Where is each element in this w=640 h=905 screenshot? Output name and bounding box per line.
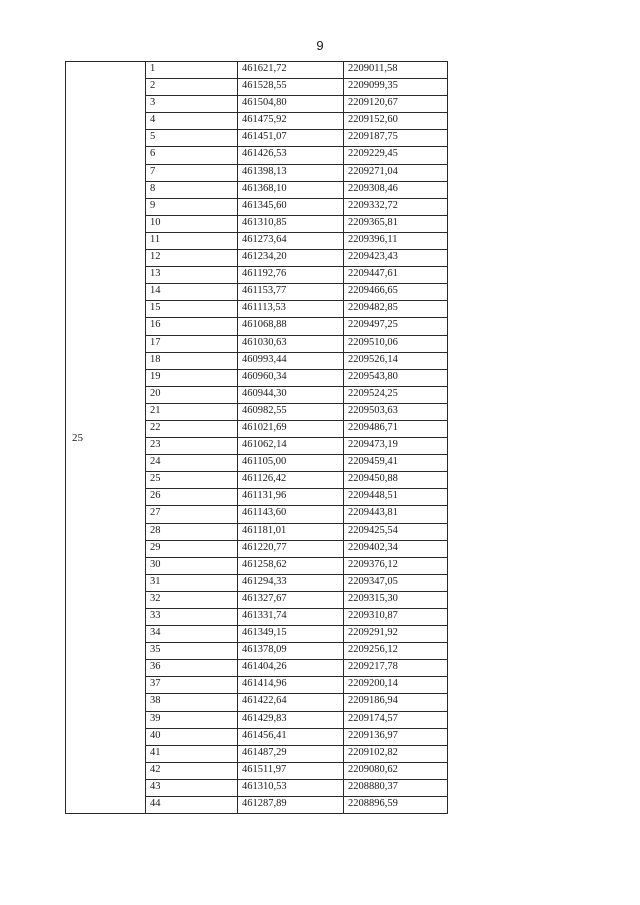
x-coordinate-cell: 461105,00	[238, 455, 344, 472]
point-number-cell: 20	[146, 386, 238, 403]
y-coordinate-cell: 2209510,06	[344, 335, 448, 352]
x-coordinate-cell: 461621,72	[238, 62, 344, 79]
x-coordinate-cell: 461062,14	[238, 438, 344, 455]
point-number-cell: 7	[146, 164, 238, 181]
x-coordinate-cell: 461310,85	[238, 215, 344, 232]
y-coordinate-cell: 2209365,81	[344, 215, 448, 232]
y-coordinate-cell: 2209152,60	[344, 113, 448, 130]
y-coordinate-cell: 2209473,19	[344, 438, 448, 455]
y-coordinate-cell: 2209376,12	[344, 557, 448, 574]
point-number-cell: 22	[146, 420, 238, 437]
point-number-cell: 38	[146, 694, 238, 711]
point-number-cell: 12	[146, 250, 238, 267]
y-coordinate-cell: 2209099,35	[344, 79, 448, 96]
y-coordinate-cell: 2209186,94	[344, 694, 448, 711]
point-number-cell: 34	[146, 626, 238, 643]
point-number-cell: 33	[146, 609, 238, 626]
point-number-cell: 11	[146, 232, 238, 249]
x-coordinate-cell: 461143,60	[238, 506, 344, 523]
point-number-cell: 23	[146, 438, 238, 455]
point-number-cell: 29	[146, 540, 238, 557]
point-number-cell: 15	[146, 301, 238, 318]
point-number-cell: 32	[146, 591, 238, 608]
y-coordinate-cell: 2209443,81	[344, 506, 448, 523]
point-number-cell: 16	[146, 318, 238, 335]
x-coordinate-cell: 461192,76	[238, 267, 344, 284]
x-coordinate-cell: 461504,80	[238, 96, 344, 113]
x-coordinate-cell: 461294,33	[238, 574, 344, 591]
x-coordinate-cell: 461327,67	[238, 591, 344, 608]
y-coordinate-cell: 2209543,80	[344, 369, 448, 386]
plot-number-cell: 25	[66, 62, 146, 814]
point-number-cell: 35	[146, 643, 238, 660]
y-coordinate-cell: 2208880,37	[344, 779, 448, 796]
y-coordinate-cell: 2209200,14	[344, 677, 448, 694]
point-number-cell: 39	[146, 711, 238, 728]
point-number-cell: 18	[146, 352, 238, 369]
y-coordinate-cell: 2209308,46	[344, 181, 448, 198]
y-coordinate-cell: 2209120,67	[344, 96, 448, 113]
table-row	[66, 62, 448, 79]
point-number-cell: 14	[146, 284, 238, 301]
x-coordinate-cell: 461310,53	[238, 779, 344, 796]
point-number-cell: 40	[146, 728, 238, 745]
coordinates-table	[65, 61, 448, 814]
y-coordinate-cell: 2209396,11	[344, 232, 448, 249]
x-coordinate-cell: 461475,92	[238, 113, 344, 130]
point-number-cell: 10	[146, 215, 238, 232]
x-coordinate-cell: 461398,13	[238, 164, 344, 181]
x-coordinate-cell: 461030,63	[238, 335, 344, 352]
y-coordinate-cell: 2209425,54	[344, 523, 448, 540]
point-number-cell: 44	[146, 797, 238, 814]
y-coordinate-cell: 2209486,71	[344, 420, 448, 437]
x-coordinate-cell: 461331,74	[238, 609, 344, 626]
point-number-cell: 24	[146, 455, 238, 472]
point-number-cell: 3	[146, 96, 238, 113]
point-number-cell: 25	[146, 472, 238, 489]
point-number-cell: 2	[146, 79, 238, 96]
x-coordinate-cell: 461345,60	[238, 198, 344, 215]
y-coordinate-cell: 2209291,92	[344, 626, 448, 643]
y-coordinate-cell: 2209402,34	[344, 540, 448, 557]
x-coordinate-cell: 461368,10	[238, 181, 344, 198]
y-coordinate-cell: 2209524,25	[344, 386, 448, 403]
point-number-cell: 42	[146, 762, 238, 779]
x-coordinate-cell: 460982,55	[238, 403, 344, 420]
y-coordinate-cell: 2209497,25	[344, 318, 448, 335]
y-coordinate-cell: 2209229,45	[344, 147, 448, 164]
y-coordinate-cell: 2209256,12	[344, 643, 448, 660]
y-coordinate-cell: 2209450,88	[344, 472, 448, 489]
x-coordinate-cell: 461126,42	[238, 472, 344, 489]
y-coordinate-cell: 2209332,72	[344, 198, 448, 215]
y-coordinate-cell: 2209271,04	[344, 164, 448, 181]
y-coordinate-cell: 2209459,41	[344, 455, 448, 472]
point-number-cell: 36	[146, 660, 238, 677]
point-number-cell: 31	[146, 574, 238, 591]
x-coordinate-cell: 461181,01	[238, 523, 344, 540]
point-number-cell: 9	[146, 198, 238, 215]
x-coordinate-cell: 460960,34	[238, 369, 344, 386]
point-number-cell: 27	[146, 506, 238, 523]
x-coordinate-cell: 461426,53	[238, 147, 344, 164]
x-coordinate-cell: 461234,20	[238, 250, 344, 267]
x-coordinate-cell: 461349,15	[238, 626, 344, 643]
point-number-cell: 13	[146, 267, 238, 284]
point-number-cell: 5	[146, 130, 238, 147]
y-coordinate-cell: 2209102,82	[344, 745, 448, 762]
x-coordinate-cell: 461414,96	[238, 677, 344, 694]
x-coordinate-cell: 461113,53	[238, 301, 344, 318]
y-coordinate-cell: 2209217,78	[344, 660, 448, 677]
y-coordinate-cell: 2209466,65	[344, 284, 448, 301]
y-coordinate-cell: 2209448,51	[344, 489, 448, 506]
y-coordinate-cell: 2209136,97	[344, 728, 448, 745]
point-number-cell: 1	[146, 62, 238, 79]
x-coordinate-cell: 461528,55	[238, 79, 344, 96]
point-number-cell: 6	[146, 147, 238, 164]
x-coordinate-cell: 460993,44	[238, 352, 344, 369]
page-number: 9	[316, 38, 324, 53]
x-coordinate-cell: 461378,09	[238, 643, 344, 660]
x-coordinate-cell: 461456,41	[238, 728, 344, 745]
x-coordinate-cell: 461021,69	[238, 420, 344, 437]
y-coordinate-cell: 2209347,05	[344, 574, 448, 591]
y-coordinate-cell: 2209080,62	[344, 762, 448, 779]
y-coordinate-cell: 2209315,30	[344, 591, 448, 608]
y-coordinate-cell: 2209482,85	[344, 301, 448, 318]
point-number-cell: 4	[146, 113, 238, 130]
x-coordinate-cell: 461068,88	[238, 318, 344, 335]
x-coordinate-cell: 461287,89	[238, 797, 344, 814]
point-number-cell: 8	[146, 181, 238, 198]
y-coordinate-cell: 2209447,61	[344, 267, 448, 284]
point-number-cell: 37	[146, 677, 238, 694]
y-coordinate-cell: 2209011,58	[344, 62, 448, 79]
y-coordinate-cell: 2208896,59	[344, 797, 448, 814]
point-number-cell: 26	[146, 489, 238, 506]
point-number-cell: 28	[146, 523, 238, 540]
y-coordinate-cell: 2209310,87	[344, 609, 448, 626]
point-number-cell: 43	[146, 779, 238, 796]
x-coordinate-cell: 461131,96	[238, 489, 344, 506]
point-number-cell: 21	[146, 403, 238, 420]
x-coordinate-cell: 461273,64	[238, 232, 344, 249]
x-coordinate-cell: 461451,07	[238, 130, 344, 147]
x-coordinate-cell: 461153,77	[238, 284, 344, 301]
x-coordinate-cell: 461487,29	[238, 745, 344, 762]
y-coordinate-cell: 2209187,75	[344, 130, 448, 147]
x-coordinate-cell: 461429,83	[238, 711, 344, 728]
point-number-cell: 41	[146, 745, 238, 762]
point-number-cell: 17	[146, 335, 238, 352]
y-coordinate-cell: 2209526,14	[344, 352, 448, 369]
x-coordinate-cell: 461511,97	[238, 762, 344, 779]
y-coordinate-cell: 2209174,57	[344, 711, 448, 728]
x-coordinate-cell: 461422,64	[238, 694, 344, 711]
x-coordinate-cell: 461220,77	[238, 540, 344, 557]
x-coordinate-cell: 461258,62	[238, 557, 344, 574]
point-number-cell: 30	[146, 557, 238, 574]
x-coordinate-cell: 461404,26	[238, 660, 344, 677]
x-coordinate-cell: 460944,30	[238, 386, 344, 403]
point-number-cell: 19	[146, 369, 238, 386]
y-coordinate-cell: 2209423,43	[344, 250, 448, 267]
y-coordinate-cell: 2209503,63	[344, 403, 448, 420]
coordinates-table-body	[66, 62, 448, 814]
